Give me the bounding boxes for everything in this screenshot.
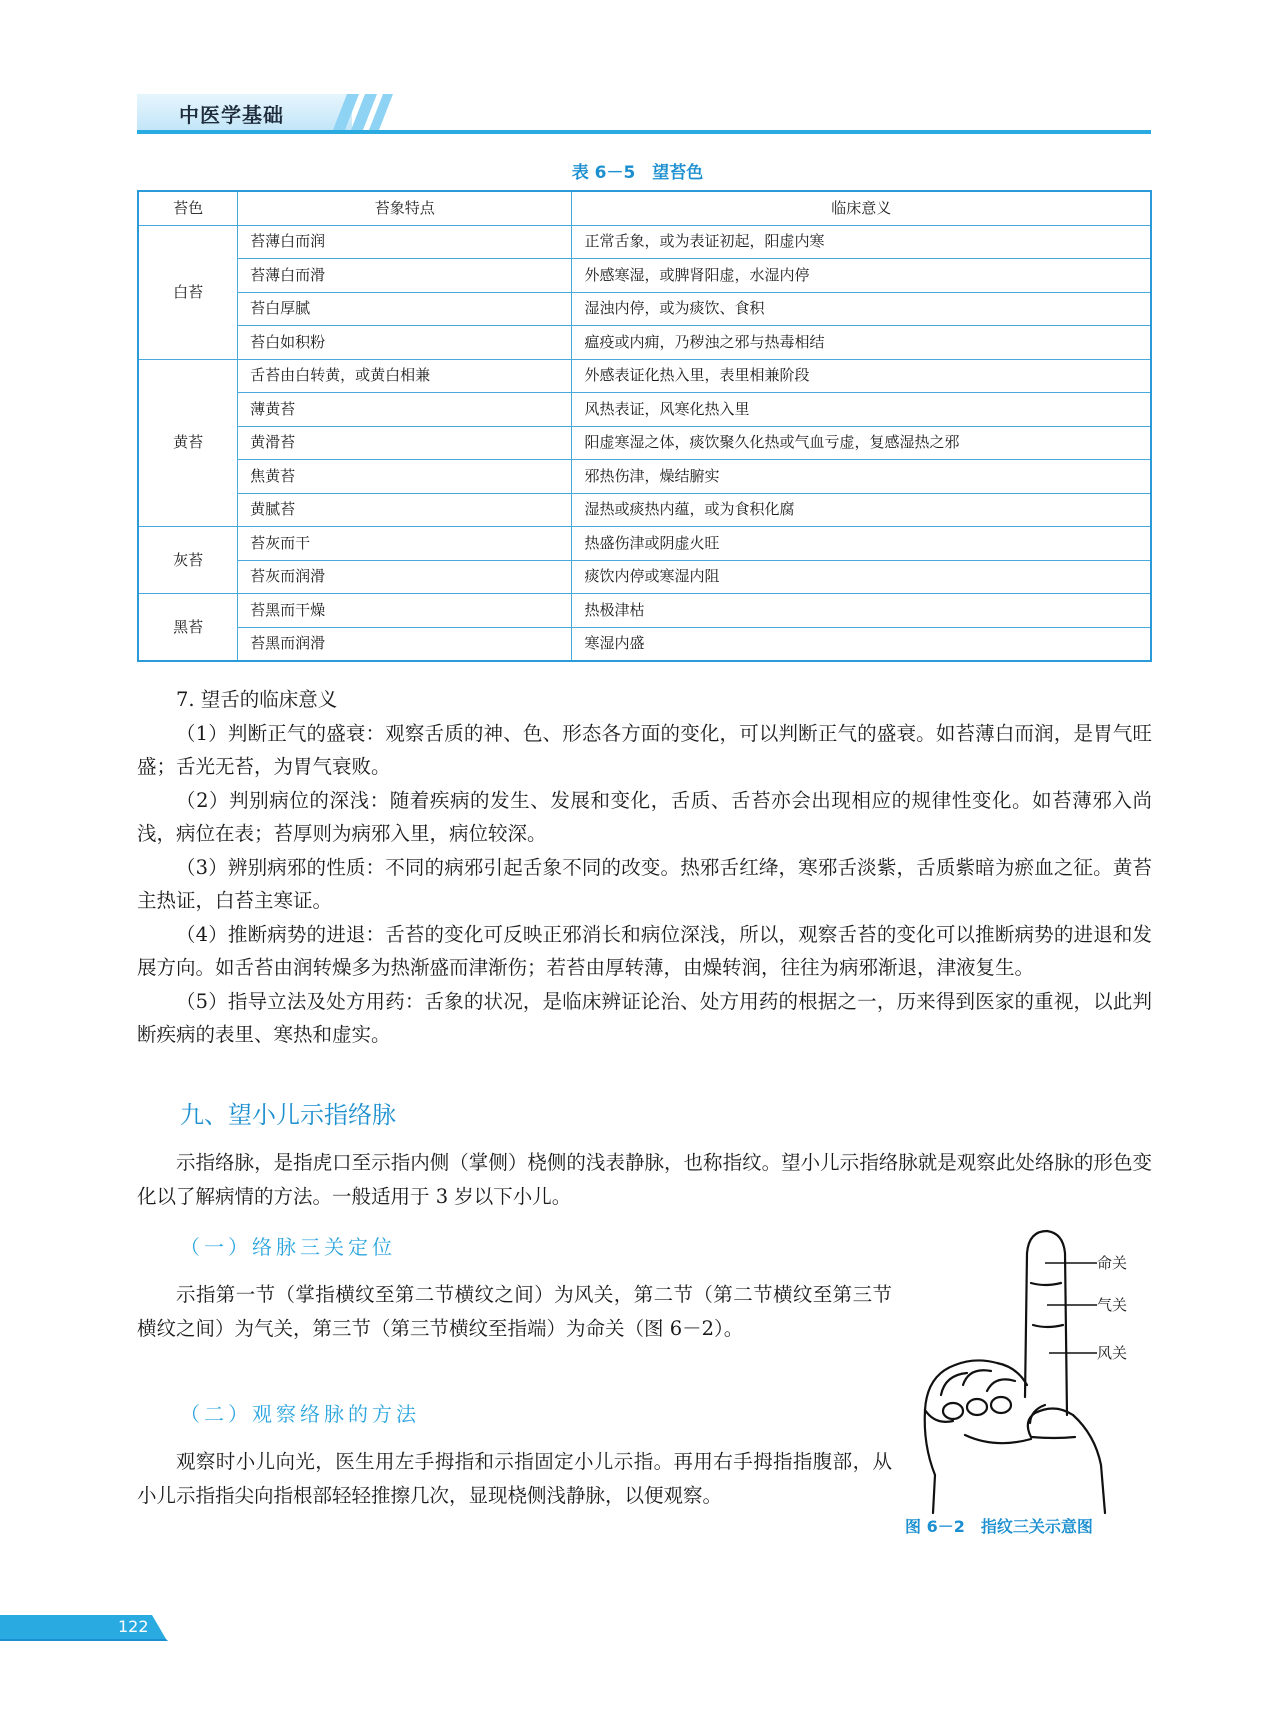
tongue-coating-table bbox=[137, 190, 1152, 662]
subsection2-heading: （二）观察络脉的方法 bbox=[180, 1402, 420, 1426]
gate-lines bbox=[1045, 1263, 1097, 1353]
hand-illustration bbox=[925, 1231, 1105, 1513]
page-header bbox=[137, 94, 1151, 134]
table-row bbox=[138, 359, 1151, 393]
meaning-cell: 寒湿内盛 bbox=[572, 627, 1151, 661]
section7-paragraph: （5）指导立法及处方用药：舌象的状况，是临床辨证论治、处方用药的根据之一，历来得到医家的重视，以此判断疾病的表里、寒热和虚实。 bbox=[137, 989, 1152, 1046]
section7-paragraph: （1）判断正气的盛衰：观察舌质的神、色、形态各方面的变化，可以判断正气的盛衰。如苔薄白而润，是胃气旺盛；舌光无苔，为胃气衰败。 bbox=[137, 721, 1152, 778]
subsection1-heading: （一）络脉三关定位 bbox=[180, 1235, 396, 1259]
feature-cell: 焦黄苔 bbox=[238, 460, 572, 494]
feature-cell: 苔白厚腻 bbox=[238, 292, 572, 326]
meaning-cell: 外感寒湿，或脾肾阳虚，水湿内停 bbox=[572, 259, 1151, 293]
meaning-cell: 外感表证化热入里，表里相兼阶段 bbox=[572, 359, 1151, 393]
header-title: 中医学基础 bbox=[179, 103, 284, 127]
coating-color-cell: 白苔 bbox=[138, 225, 238, 359]
header-color: 苔色 bbox=[138, 191, 238, 225]
feature-cell: 薄黄苔 bbox=[238, 393, 572, 427]
coating-color-cell: 黑苔 bbox=[138, 594, 238, 662]
table-row bbox=[138, 493, 1151, 527]
coating-color-cell: 灰苔 bbox=[138, 527, 238, 594]
label-qi-gate: 气关 bbox=[1097, 1296, 1128, 1314]
table-row bbox=[138, 292, 1151, 326]
section9-intro-text: 示指络脉，是指虎口至示指内侧（掌侧）桡侧的浅表静脉，也称指纹。望小儿示指络脉就是观察此处络脉的形色变化以了解病情的方法。一般适用于 3 岁以下小儿。 bbox=[137, 1151, 1152, 1208]
feature-cell: 苔灰而润滑 bbox=[238, 560, 572, 594]
feature-cell: 苔白如积粉 bbox=[238, 326, 572, 360]
label-feng-gate: 风关 bbox=[1097, 1344, 1128, 1362]
feature-cell: 黄滑苔 bbox=[238, 426, 572, 460]
section7-paragraph: （4）推断病势的进退：舌苔的变化可反映正邪消长和病位深浅，所以，观察舌苔的变化可以推断病势的进退和发展方向。如舌苔由润转燥多为热渐盛而津渐伤；若苔由厚转薄，由燥转润，往往为病邪渐退，津液复生。 bbox=[137, 922, 1152, 979]
figure-caption: 图 6－2 指纹三关示意图 bbox=[905, 1517, 1093, 1536]
feature-cell: 黄腻苔 bbox=[238, 493, 572, 527]
header-rule bbox=[137, 130, 1151, 134]
meaning-cell: 热盛伤津或阴虚火旺 bbox=[572, 527, 1151, 561]
subsection2-paragraph: 观察时小儿向光，医生用左手拇指和示指固定小儿示指。再用右手拇指指腹部，从小儿示指指尖向指根部轻轻推擦几次，显现桡侧浅静脉，以便观察。 bbox=[137, 1450, 892, 1507]
table-row bbox=[138, 426, 1151, 460]
feature-cell: 苔黑而润滑 bbox=[238, 627, 572, 661]
table-row bbox=[138, 393, 1151, 427]
table-row bbox=[138, 460, 1151, 494]
meaning-cell: 湿浊内停，或为痰饮、食积 bbox=[572, 292, 1151, 326]
section9-intro bbox=[137, 1146, 1152, 1213]
table-row bbox=[138, 259, 1151, 293]
table-row bbox=[138, 627, 1151, 661]
feature-cell: 苔薄白而滑 bbox=[238, 259, 572, 293]
page-number: 122 bbox=[118, 1617, 149, 1636]
table-row bbox=[138, 527, 1151, 561]
meaning-cell: 湿热或痰热内蕴，或为食积化腐 bbox=[572, 493, 1151, 527]
feature-cell: 苔薄白而润 bbox=[238, 225, 572, 259]
table-row bbox=[138, 594, 1151, 628]
meaning-cell: 瘟疫或内痈，乃秽浊之邪与热毒相结 bbox=[572, 326, 1151, 360]
section7-paragraph: （2）判别病位的深浅：随着疾病的发生、发展和变化，舌质、舌苔亦会出现相应的规律性变化。如苔薄邪入尚浅，病位在表；苔厚则为病邪入里，病位较深。 bbox=[137, 788, 1152, 845]
finger-three-gates-figure bbox=[905, 1225, 1145, 1515]
header-feature: 苔象特点 bbox=[238, 191, 572, 225]
table-caption: 表 6－5 望苔色 bbox=[571, 163, 704, 183]
section9-heading: 九、望小儿示指络脉 bbox=[180, 1101, 396, 1129]
coating-color-cell: 黄苔 bbox=[138, 359, 238, 527]
feature-cell: 舌苔由白转黄，或黄白相兼 bbox=[238, 359, 572, 393]
meaning-cell: 痰饮内停或寒湿内阻 bbox=[572, 560, 1151, 594]
section7-paragraph: （3）辨别病邪的性质：不同的病邪引起舌象不同的改变。热邪舌红绛，寒邪舌淡紫，舌质紫暗为瘀血之征。黄苔主热证，白苔主寒证。 bbox=[137, 855, 1152, 912]
meaning-cell: 阳虚寒湿之体，痰饮聚久化热或气血亏虚，复感湿热之邪 bbox=[572, 426, 1151, 460]
subsection1-text bbox=[137, 1278, 892, 1345]
section7-text bbox=[137, 683, 1152, 1052]
subsection2-text bbox=[137, 1445, 892, 1512]
table-row bbox=[138, 225, 1151, 259]
meaning-cell: 热极津枯 bbox=[572, 594, 1151, 628]
meaning-cell: 正常舌象，或为表证初起，阳虚内寒 bbox=[572, 225, 1151, 259]
subsection1-paragraph: 示指第一节（掌指横纹至第二节横纹之间）为风关，第二节（第二节横纹至第三节横纹之间）为气关，第三节（第三节横纹至指端）为命关（图 6－2）。 bbox=[137, 1283, 892, 1340]
meaning-cell: 风热表证，风寒化热入里 bbox=[572, 393, 1151, 427]
feature-cell: 苔灰而干 bbox=[238, 527, 572, 561]
header-stripes-decoration bbox=[333, 94, 393, 130]
table-header-row bbox=[138, 191, 1151, 225]
feature-cell: 苔黑而干燥 bbox=[238, 594, 572, 628]
label-ming-gate: 命关 bbox=[1097, 1254, 1128, 1272]
table-row bbox=[138, 326, 1151, 360]
section7-title: 7. 望舌的临床意义 bbox=[176, 688, 338, 711]
meaning-cell: 邪热伤津，燥结腑实 bbox=[572, 460, 1151, 494]
header-meaning: 临床意义 bbox=[572, 191, 1151, 225]
table-row bbox=[138, 560, 1151, 594]
